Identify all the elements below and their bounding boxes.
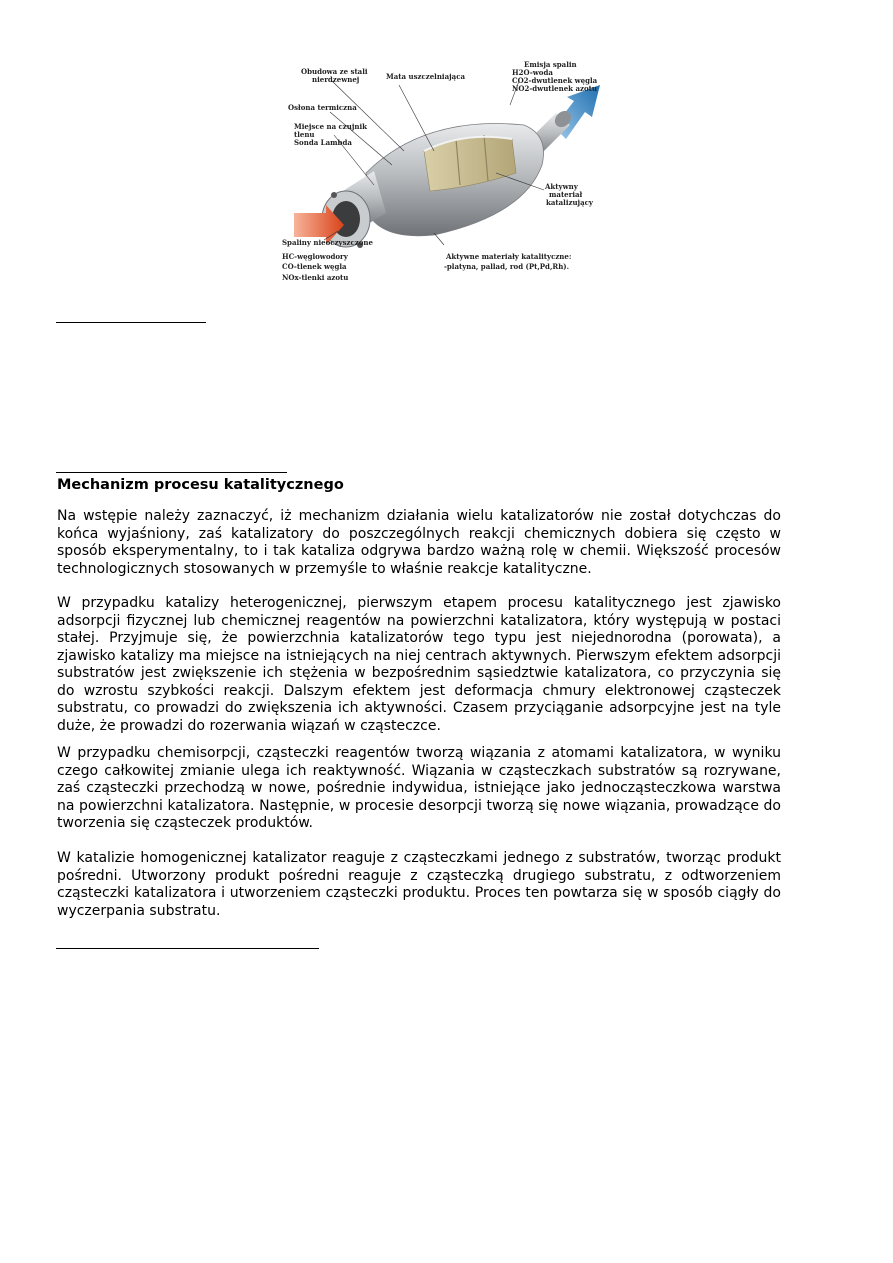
converter-body — [366, 124, 544, 236]
label-sensor-3: Sonda Lambda — [294, 138, 352, 147]
label-emission-no2: NO2-dwutlenek azotu — [512, 84, 597, 93]
label-raw-hc: HC-węglowodory — [282, 252, 348, 261]
label-active-1: Aktywny — [545, 182, 578, 191]
label-raw-co: CO-tlenek węgla — [282, 262, 347, 271]
catalytic-converter-figure — [274, 55, 606, 287]
section-heading: Mechanizm procesu katalitycznego — [57, 477, 344, 493]
paragraph-chemisorption: W przypadku chemisorpcji, cząsteczki reagentów tworzą wiązania z atomami katalizatora, w wyniku czego całkowitej zmianie ulega ich reaktywność. Wiązania w cząsteczkach substratów są rozrywane, zaś cząsteczki przechodzą w nowe, pośrednie indywidua, istniejące jako jednocząsteczkowa warstwa na powierzchni katalizatora. Następnie, w procesie desorpcji tworzą się nowe wiązania, prowadzące do tworzenia się cząsteczek produktów. — [57, 745, 781, 831]
label-active-3: katalizujący — [546, 198, 593, 207]
paragraph-intro: Na wstępie należy zaznaczyć, iż mechanizm działania wielu katalizatorów nie został dotychczas do końca wyjaśniony, zaś katalizatory do poszczególnych reakcji chemicznych dobiera się często w sposób eksperymentalny, to i tak kataliza odgrywa bardzo ważną rolę w chemii. Większość procesów technologicznych stosowanych w przemyśle to właśnie reakcje katalityczne. — [57, 508, 781, 577]
footnote-separator-2 — [56, 472, 287, 473]
label-active-2: materiał — [549, 190, 583, 199]
label-emission-co2: CO2-dwutlenek węgla — [512, 76, 598, 85]
catalytic-converter-diagram — [274, 55, 606, 287]
label-emission-title: Emisja spalin — [524, 60, 577, 69]
label-raw-nox: NOx-tlenki azotu — [282, 273, 349, 282]
footnote-separator-1 — [56, 322, 206, 323]
label-sensor-2: tlenu — [294, 130, 315, 139]
label-sensor-1: Miejsce na czujnik — [294, 122, 368, 131]
label-materials-2: -platyna, pallad, rod (Pt,Pd,Rh). — [444, 262, 570, 271]
label-housing-2: nierdzewnej — [312, 75, 360, 84]
label-materials-1: Aktywne materiały katalityczne: — [446, 252, 572, 261]
paragraph-homogeneous: W katalizie homogenicznej katalizator reaguje z cząsteczkami jednego z substratów, tworząc produkt pośredni. Utworzony produkt pośredni reaguje z cząsteczką drugiego substratu, z odtworzeniem cząsteczki katalizatora i utworzeniem cząsteczki produktu. Proces ten powtarza się w sposób ciągły do wyczerpania substratu. — [57, 850, 781, 919]
label-emission-h2o: H2O-woda — [512, 68, 553, 77]
label-mat: Mata uszczelniająca — [386, 72, 465, 81]
label-housing-1: Obudowa ze stali — [301, 67, 368, 76]
paragraph-heterogeneous: W przypadku katalizy heterogenicznej, pierwszym etapem procesu katalitycznego jest zjawisko adsorpcji fizycznej lub chemicznej reagentów na powierzchni katalizatora, który występują w postaci stałej. Przyjmuje się, że powierzchnia katalizatorów tego typu jest niejednorodna (porowata), a zjawisko katalizy ma miejsce na istniejących na niej centrach aktywnych. Pierwszym efektem adsorpcji substratów jest zwiększenie ich stężenia w bezpośrednim sąsiedztwie katalizatora, co przyczynia się do wzrostu szybkości reakcji. Dalszym efektem jest deformacja chmury elektronowej cząsteczek substratu, co prowadzi do zwiększenia ich aktywności. Czasem przyciąganie adsorpcyjne jest na tyle duże, że prowadzi do rozerwania wiązań w cząsteczce. — [57, 595, 781, 734]
label-raw-title: Spaliny nieoczyszczone — [282, 238, 373, 247]
label-heat-shield: Osłona termiczna — [288, 103, 357, 112]
footnote-separator-3 — [56, 948, 319, 949]
